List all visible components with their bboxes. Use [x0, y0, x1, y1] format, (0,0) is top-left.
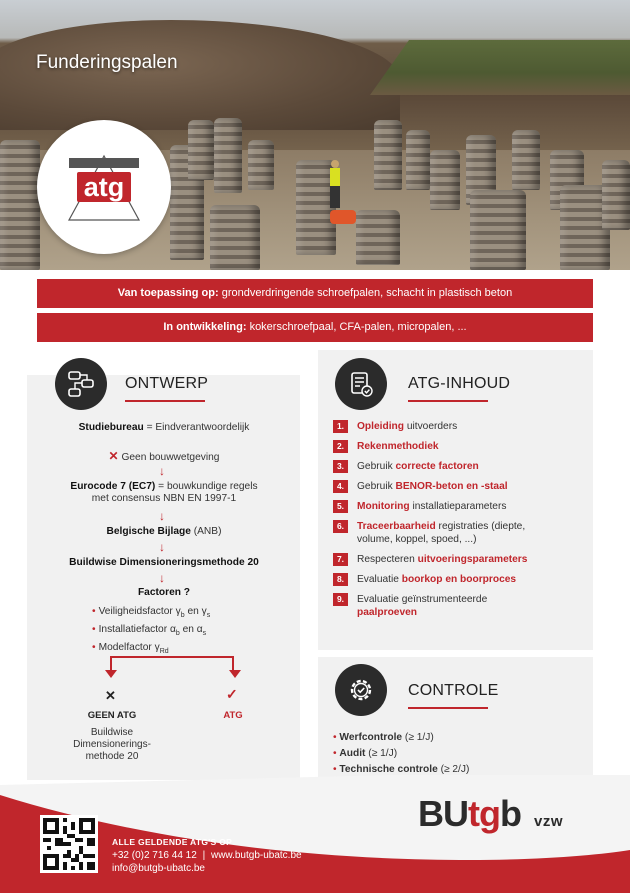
document-check-icon [335, 358, 387, 410]
atg-logo [37, 120, 171, 254]
arrow-head-right [229, 670, 241, 678]
bijlage-line [30, 526, 298, 537]
list-item: • Veiligheidsfactor $\gamma_b$ en $\gamma_s$ [92, 606, 211, 620]
list-item: • Modelfactor $\gamma_{Rd}$ [92, 642, 169, 656]
list-item: 5. Monitoring installatieparameters [333, 500, 583, 513]
gear-check-icon [335, 664, 387, 716]
geen-bouwwetgeving-text: Geen bouwwetgeving [121, 452, 220, 463]
branch-connector [110, 656, 234, 674]
soil-mound [0, 20, 400, 130]
eurocode-text-2: met consensus NBN EN 1997-1 [91, 493, 237, 504]
development-label: In ontwikkeling: [163, 321, 247, 333]
arrow-down-icon: ↓ [159, 571, 165, 585]
screw-pile [602, 160, 630, 230]
screw-pile [406, 130, 430, 190]
screw-pile [470, 190, 526, 270]
ontwerp-title-rule [125, 400, 205, 402]
list-item: 2. Rekenmethodiek [333, 440, 583, 453]
list-item: 1. Opleiding uitvoerders [333, 420, 583, 433]
atg-logo-icon [37, 120, 171, 254]
geen-bouwwetgeving-line [30, 449, 298, 463]
screw-pile [430, 150, 460, 210]
list-item: 7. Respecteren uitvoeringsparameters [333, 553, 583, 566]
cross-icon: ✕ [108, 449, 119, 463]
atg-label: ATG [223, 710, 243, 721]
screw-pile [512, 130, 540, 190]
list-item: • Installatiefactor $\alpha_b$ en $\alpha_s$ [92, 624, 207, 638]
controle-title: CONTROLE [408, 682, 499, 699]
atg-inhoud-title-rule [408, 400, 488, 402]
footer-website-link[interactable]: www.butgb-ubatc.be [210, 850, 302, 861]
qr-code-icon [43, 818, 95, 870]
scope-text: grondverdringende schroefpalen, schacht in plastisch beton [221, 287, 513, 299]
scope-label: Van toepassing op: [117, 287, 219, 299]
list-item: 3. Gebruik correcte factoren [333, 460, 583, 473]
studiebureau-line [30, 422, 298, 433]
ontwerp-title: ONTWERP [125, 375, 209, 392]
background-field [370, 40, 630, 95]
list-item: • Audit (≥ 1/J) [333, 748, 398, 759]
screw-pile [210, 205, 260, 270]
studiebureau-label: Studiebureau [78, 422, 144, 433]
development-banner [37, 313, 593, 342]
studiebureau-text: = Eindverantwoordelijk [146, 422, 250, 433]
controle-title-rule [408, 707, 488, 709]
worker-figure [330, 160, 340, 210]
eurocode-block [30, 481, 298, 505]
footer-heading: ALLE GELDENDE ATG'S OP [112, 837, 233, 847]
footer-phone: +32 (0)2 716 44 12 [112, 850, 197, 861]
screw-pile [356, 210, 400, 265]
controle-list [333, 730, 469, 778]
screw-pile [0, 140, 40, 270]
footer-contact: ALLE GELDENDE ATG'S OP +32 (0)2 716 44 12 | www.butgb-ubatc.be info@butgb-ubatc.be [112, 837, 302, 874]
list-item: 6. Traceerbaarheid registraties (diepte, volume, koppel, spoed, ...) [333, 520, 583, 546]
arrow-down-icon: ↓ [159, 509, 165, 523]
bijlage-label: Belgische Bijlage [106, 526, 191, 537]
arrow-down-icon: ↓ [159, 540, 165, 554]
eurocode-text: = bouwkundige regels [158, 481, 258, 492]
list-item: 4. Gebruik BENOR-beton en -staal [333, 480, 583, 493]
bijlage-text: (ANB) [193, 526, 222, 537]
atg-inhoud-title: ATG-INHOUD [408, 375, 511, 392]
list-item: • Technische controle (≥ 2/J) [333, 764, 470, 775]
scope-banner [37, 279, 593, 308]
factoren-text: Factoren ? [137, 587, 191, 598]
butgb-logo: BUtgb vzw [418, 793, 564, 834]
check-icon: ✓ [226, 686, 238, 702]
screw-pile [214, 118, 242, 193]
page-title: Funderingspalen [36, 52, 178, 73]
buildwise-text: Buildwise Dimensioneringsmethode 20 [69, 557, 259, 568]
list-item: • Werfcontrole (≥ 1/J) [333, 732, 434, 743]
list-item: 9. Evaluatie geïnstrumenteerde paalproeven [333, 593, 583, 619]
flowchart-icon [55, 358, 107, 410]
screw-pile [248, 140, 274, 190]
cross-icon: ✕ [105, 688, 116, 703]
geen-atg-label: GEEN ATG [87, 710, 137, 721]
atg-inhoud-list [333, 420, 583, 619]
qr-code[interactable] [40, 815, 98, 873]
development-text: kokerschroefpaal, CFA-palen, micropalen, ... [249, 321, 467, 333]
buildwise-line [30, 557, 298, 568]
factor-list [92, 605, 210, 659]
orange-equipment [330, 210, 356, 224]
arrow-head-left [105, 670, 117, 678]
factoren-line [30, 587, 298, 598]
svg-text:atg: atg [83, 172, 125, 202]
footer-email-link[interactable]: info@butgb-ubatc.be [112, 863, 205, 874]
screw-pile [188, 120, 214, 180]
list-item: 8. Evaluatie boorkop en boorproces [333, 573, 583, 586]
geen-atg-text: Buildwise Dimensionerings- methode 20 [73, 727, 151, 762]
eurocode-label: Eurocode 7 (EC7) [70, 481, 156, 492]
screw-pile [374, 120, 402, 190]
arrow-down-icon: ↓ [159, 464, 165, 478]
